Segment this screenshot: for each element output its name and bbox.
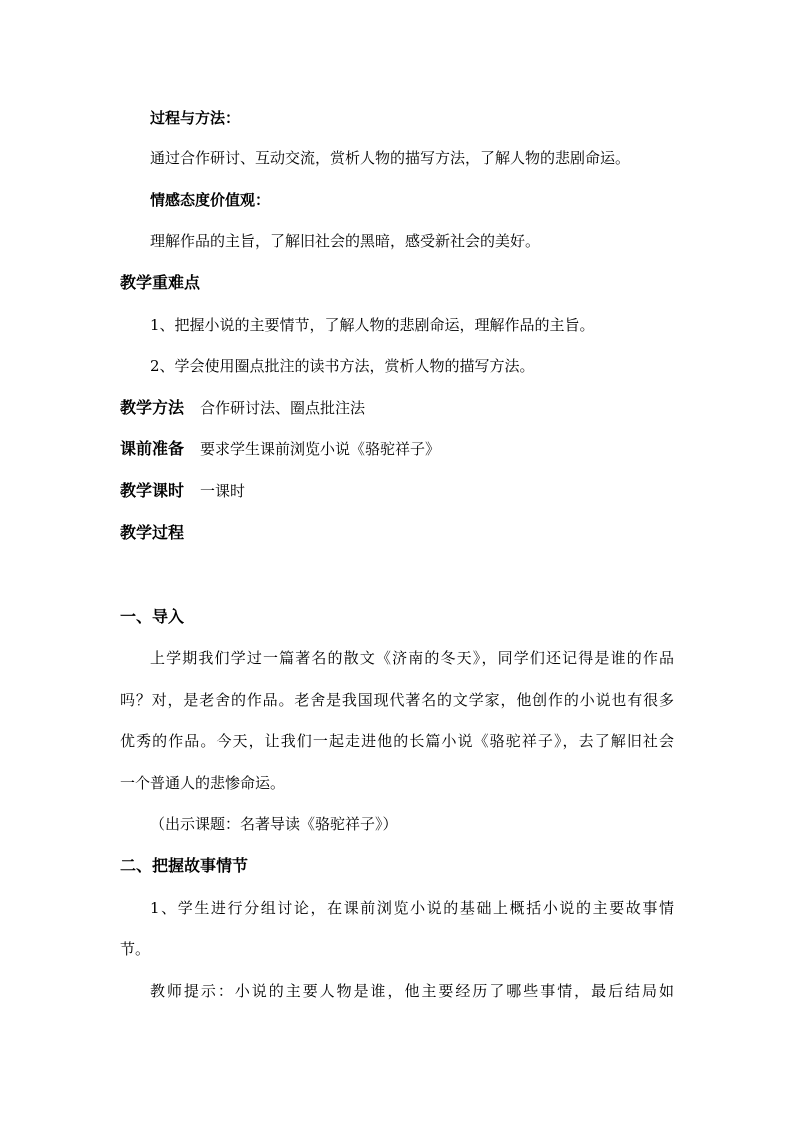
key-point-item-1: 1、把握小说的主要情节，了解人物的悲剧命运，理解作品的主旨。 <box>150 316 595 334</box>
teaching-method-row <box>120 398 365 418</box>
process-method-title: 过程与方法： <box>150 109 241 127</box>
teaching-method-value: 合作研讨法、圈点批注法 <box>200 399 366 417</box>
section-2-item-line: 节。 <box>120 940 151 958</box>
process-method-text: 通过合作研讨、互动交流，赏析人物的描写方法，了解人物的悲剧命运。 <box>150 149 631 167</box>
key-points-heading: 教学重难点 <box>120 273 201 292</box>
section-1-para-line: 优秀的作品。今天，让我们一起走进他的长篇小说《骆驼祥子》，去了解旧社会 <box>120 732 674 750</box>
preparation-row <box>120 439 440 459</box>
section-2-hint: 教师提示：小说的主要人物是谁，他主要经历了哪些事情，最后结局如 <box>150 982 674 1000</box>
teaching-method-label: 教学方法 <box>120 398 185 417</box>
section-1-note: （出示课题：名著导读《骆驼祥子》） <box>150 815 398 833</box>
class-hours-row <box>120 481 245 501</box>
key-point-item-2: 2、学会使用圈点批注的读书方法，赏析人物的描写方法。 <box>150 357 535 375</box>
emotion-values-text: 理解作品的主旨，了解旧社会的黑暗，感受新社会的美好。 <box>150 232 541 250</box>
section-1-para-line: 吗？对，是老舍的作品。老舍是我国现代著名的文学家，他创作的小说也有很多 <box>120 691 674 709</box>
preparation-value: 要求学生课前浏览小说《骆驼祥子》 <box>200 440 441 458</box>
teaching-process-heading: 教学过程 <box>120 523 185 542</box>
section-1-para-line: 上学期我们学过一篇著名的散文《济南的冬天》，同学们还记得是谁的作品 <box>150 649 674 667</box>
class-hours-value: 一课时 <box>200 482 246 500</box>
preparation-label: 课前准备 <box>120 439 185 458</box>
section-1-para-line: 一个普通人的悲惨命运。 <box>120 774 286 792</box>
emotion-values-title: 情感态度价值观： <box>150 191 271 209</box>
section-1-heading: 一、导入 <box>120 607 185 626</box>
section-2-item-line: 1、学生进行分组讨论，在课前浏览小说的基础上概括小说的主要故事情 <box>150 899 674 917</box>
class-hours-label: 教学课时 <box>120 481 185 500</box>
section-2-heading: 二、把握故事情节 <box>120 856 249 875</box>
